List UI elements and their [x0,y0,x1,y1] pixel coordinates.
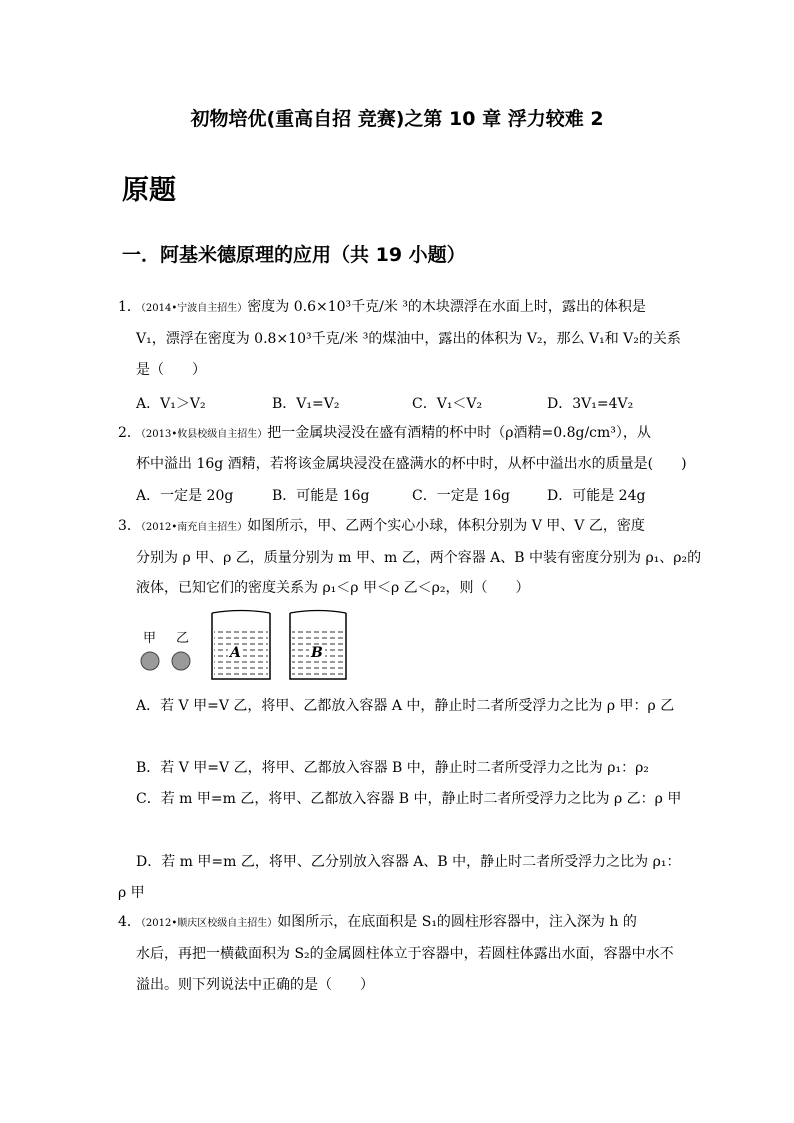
question-1-option-c: C．V₁＜V₂ [412,396,483,412]
document-title: 初物培优(重高自招 竞赛)之第 10 章 浮力较难 2 [190,108,604,130]
question-2-number: 2． [118,425,141,441]
question-4-line-3: 溢出。则下列说法中正确的是（ ） [136,977,374,993]
question-2-source: （2013•攸县校级自主招生） [140,429,268,440]
question-2-option-b: B．可能是 16g [272,488,370,504]
question-2-line-2: 杯中溢出 16g 酒精，若将该金属块浸没在盛满水的杯中时，从杯中溢出水的质量是( ) [136,456,687,472]
question-2-option-c: C．一定是 16g [412,488,510,504]
ball-yi-label: 乙 [176,631,190,646]
question-1-option-a: A．V₁＞V₂ [136,396,206,412]
question-4-line-2: 水后，再把一横截面积为 S₂的金属圆柱体立于容器中，若圆柱体露出水面，容器中水不 [136,946,674,962]
question-3-number: 3． [118,518,141,534]
ball-jia-label: 甲 [143,631,157,646]
question-4-number: 4． [118,914,141,930]
question-2-line-1 [118,423,651,445]
question-3-option-d: D．若 m 甲=m 乙，将甲、乙分别放入容器 A、B 中，静止时二者所受浮力之比为 ρ₁： [136,854,681,870]
container-b-label: B [311,645,323,661]
question-1-source: （2014•宁波自主招生） [140,303,248,314]
ball-jia [141,652,159,670]
question-3-figure [130,605,380,690]
question-3-line-3: 液体，已知它们的密度关系为 ρ₁＜ρ 甲＜ρ 乙＜ρ₂，则（ ） [136,580,530,596]
question-2-option-d: D．可能是 24g [547,488,646,504]
question-3-line-2: 分别为 ρ 甲、ρ 乙，质量分别为 m 甲、m 乙，两个容器 A、B 中装有密度分别为 ρ₁、ρ₂的 [136,550,702,566]
question-1-line-2: V₁，漂浮在密度为 0.8×10³千克/米 ³的煤油中，露出的体积为 V₂，那么 V₁和 V₂的关系 [136,331,681,347]
question-3-line-1 [118,516,645,538]
question-2-option-a: A．一定是 20g [136,488,234,504]
question-1-option-b: B．V₁=V₂ [272,396,340,412]
section-heading: 原题 [122,175,176,206]
question-3-option-c: C．若 m 甲=m 乙，将甲、乙都放入容器 B 中，静止时二者所受浮力之比为 ρ 乙：ρ 甲 [136,791,682,807]
question-3-text-1: 如图所示，甲、乙两个实心小球，体积分别为 V 甲、V 乙，密度 [247,518,645,534]
question-3-option-b: B．若 V 甲=V 乙，将甲、乙都放入容器 B 中，静止时二者所受浮力之比为 ρ₁：ρ₂ [136,760,649,776]
question-4-source: （2012•顺庆区校级自主招生） [140,918,278,929]
container-a-label: A [230,645,241,661]
question-1-number: 1． [118,299,141,315]
question-4-line-1 [118,912,637,934]
question-1-line-3: 是（ ） [136,362,206,378]
question-1-option-d: D．3V₁=4V₂ [547,396,634,412]
question-1-text-1: 密度为 0.6×10³千克/米 ³的木块漂浮在水面上时，露出的体积是 [247,299,646,315]
question-3-option-d-cont: ρ 甲 [118,885,145,901]
question-2-text-1: 把一金属块浸没在盛有酒精的杯中时（ρ酒精=0.8g/cm³），从 [267,425,651,441]
question-3-option-a: A．若 V 甲=V 乙，将甲、乙都放入容器 A 中，静止时二者所受浮力之比为 ρ 甲：ρ 乙 [136,698,675,714]
ball-yi [172,652,190,670]
question-3-source: （2012•南充自主招生） [140,522,248,533]
sub-heading: 一．阿基米德原理的应用（共 19 小题） [122,244,466,266]
question-1-line-1 [118,297,646,319]
question-4-text-1: 如图所示，在底面积是 S₁的圆柱形容器中，注入深为 h 的 [277,914,637,930]
